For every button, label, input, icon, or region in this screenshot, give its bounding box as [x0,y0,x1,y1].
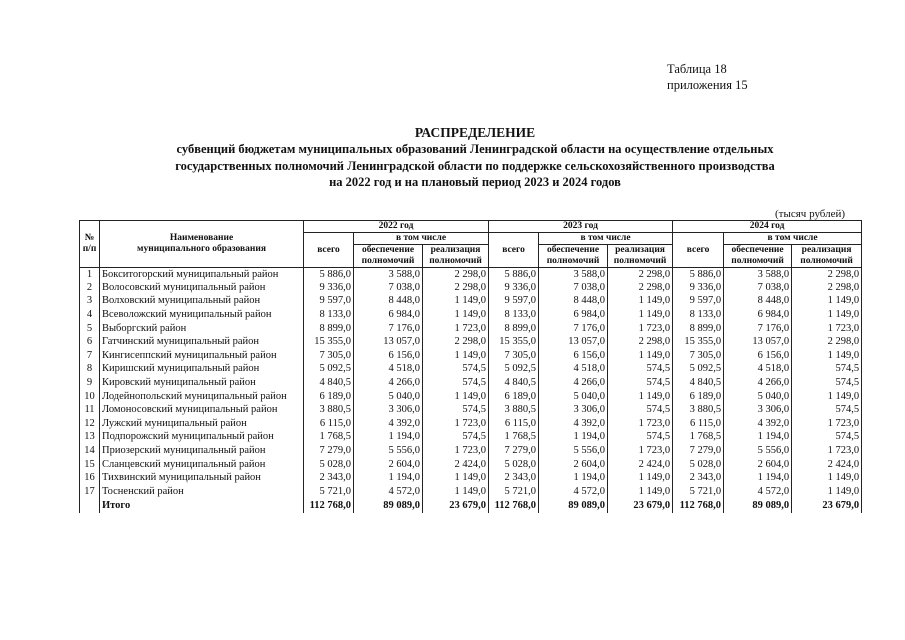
value-cell: 5 092,5 [673,363,724,377]
municipality-name: Волховский муниципальный район [100,295,304,309]
municipality-name: Тихвинский муниципальный район [100,471,304,485]
table-row [80,471,862,485]
municipality-name: Лужский муниципальный район [100,417,304,431]
total-value: 89 089,0 [724,499,792,513]
header-year-2022: 2022 год [304,221,489,233]
value-cell: 574,5 [608,363,673,377]
total-value: 112 768,0 [673,499,724,513]
municipality-name: Гатчинский муниципальный район [100,335,304,349]
value-cell: 2 343,0 [673,471,724,485]
value-cell: 1 723,0 [792,444,862,458]
header-impl-2024: реализация полномочий [792,245,862,268]
header-including-2023: в том числе [539,233,673,245]
subtitle-line-2: государственных полномочий Ленинградской области по поддержке сельскохозяйственного производства [175,158,775,173]
value-cell: 3 306,0 [354,403,423,417]
value-cell: 2 424,0 [792,458,862,472]
value-cell: 9 597,0 [489,295,539,309]
municipality-name: Всеволожский муниципальный район [100,308,304,322]
municipality-name: Кировский муниципальный район [100,376,304,390]
value-cell: 1 768,5 [304,431,354,445]
value-cell: 3 880,5 [489,403,539,417]
value-cell: 6 156,0 [539,349,608,363]
value-cell: 1 149,0 [792,295,862,309]
value-cell: 3 306,0 [539,403,608,417]
value-cell: 5 040,0 [539,390,608,404]
value-cell: 1 194,0 [354,471,423,485]
value-cell: 1 149,0 [792,349,862,363]
value-cell: 1 194,0 [724,431,792,445]
value-cell: 574,5 [608,431,673,445]
value-cell: 4 392,0 [539,417,608,431]
value-cell: 7 279,0 [489,444,539,458]
table-row [80,308,862,322]
header-total-2023: всего [489,233,539,268]
value-cell: 3 588,0 [724,268,792,282]
value-cell: 2 604,0 [539,458,608,472]
subtitle-line-1: субвенций бюджетам муниципальных образований Ленинградской области на осуществление отдельных [176,142,774,156]
value-cell: 574,5 [792,431,862,445]
subtitle-line-3: на 2022 год и на плановый период 2023 и 2024 годов [329,175,621,189]
value-cell: 5 040,0 [354,390,423,404]
value-cell: 2 298,0 [423,268,489,282]
value-cell: 6 115,0 [489,417,539,431]
value-cell: 574,5 [792,376,862,390]
value-cell: 1 149,0 [792,485,862,499]
value-cell: 8 899,0 [673,322,724,336]
header-total-2024: всего [673,233,724,268]
value-cell: 7 176,0 [539,322,608,336]
value-cell: 1 149,0 [792,390,862,404]
value-cell: 574,5 [608,403,673,417]
value-cell: 1 149,0 [608,295,673,309]
total-value: 112 768,0 [304,499,354,513]
municipality-name: Сланцевский муниципальный район [100,458,304,472]
municipality-name: Бокситогорский муниципальный район [100,268,304,282]
header-year-2023: 2023 год [489,221,673,233]
row-number: 12 [80,417,100,431]
value-cell: 2 298,0 [792,281,862,295]
header-support-2022: обеспечение полномочий [354,245,423,268]
row-number: 8 [80,363,100,377]
value-cell: 574,5 [423,431,489,445]
municipality-name: Подпорожский муниципальный район [100,431,304,445]
value-cell: 2 298,0 [792,335,862,349]
table-row [80,363,862,377]
value-cell: 6 156,0 [724,349,792,363]
value-cell: 4 266,0 [724,376,792,390]
value-cell: 8 133,0 [489,308,539,322]
value-cell: 7 305,0 [489,349,539,363]
value-cell: 574,5 [792,403,862,417]
table-row [80,444,862,458]
value-cell: 9 597,0 [304,295,354,309]
value-cell: 4 572,0 [354,485,423,499]
value-cell: 1 194,0 [539,431,608,445]
value-cell: 6 189,0 [673,390,724,404]
value-cell: 5 886,0 [489,268,539,282]
value-cell: 6 115,0 [673,417,724,431]
total-value: 89 089,0 [539,499,608,513]
municipality-name: Выборгский район [100,322,304,336]
value-cell: 6 984,0 [354,308,423,322]
value-cell: 4 266,0 [354,376,423,390]
total-value: 23 679,0 [608,499,673,513]
value-cell: 2 298,0 [608,281,673,295]
header-num: № п/п [80,221,100,268]
table-row [80,485,862,499]
value-cell: 1 723,0 [608,417,673,431]
value-cell: 574,5 [423,363,489,377]
value-cell: 2 298,0 [608,335,673,349]
value-cell: 7 038,0 [354,281,423,295]
value-cell: 1 194,0 [724,471,792,485]
document-title: РАСПРЕДЕЛЕНИЕ [414,125,536,140]
value-cell: 5 556,0 [354,444,423,458]
table-row [80,403,862,417]
value-cell: 4 518,0 [724,363,792,377]
value-cell: 4 572,0 [724,485,792,499]
value-cell: 4 840,5 [304,376,354,390]
value-cell: 1 149,0 [792,308,862,322]
header-support-2023: обеспечение полномочий [539,245,608,268]
value-cell: 7 279,0 [673,444,724,458]
value-cell: 1 149,0 [608,308,673,322]
table-row [80,390,862,404]
row-number: 5 [80,322,100,336]
value-cell: 1 149,0 [608,349,673,363]
value-cell: 6 115,0 [304,417,354,431]
header-total-2022: всего [304,233,354,268]
value-cell: 1 723,0 [423,417,489,431]
total-empty [80,499,100,513]
value-cell: 2 424,0 [423,458,489,472]
value-cell: 6 189,0 [489,390,539,404]
value-cell: 1 149,0 [423,390,489,404]
value-cell: 13 057,0 [724,335,792,349]
table-row [80,458,862,472]
table-row [80,335,862,349]
value-cell: 1 149,0 [423,471,489,485]
header-including-2024: в том числе [724,233,862,245]
row-number: 14 [80,444,100,458]
header-impl-2023: реализация полномочий [608,245,673,268]
municipality-name: Волосовский муниципальный район [100,281,304,295]
value-cell: 1 194,0 [539,471,608,485]
table-row [80,376,862,390]
value-cell: 2 298,0 [792,268,862,282]
municipality-name: Тосненский район [100,485,304,499]
row-number: 7 [80,349,100,363]
value-cell: 13 057,0 [354,335,423,349]
header-impl-2022: реализация полномочий [423,245,489,268]
table-row [80,281,862,295]
value-cell: 1 149,0 [423,349,489,363]
value-cell: 5 092,5 [304,363,354,377]
value-cell: 4 840,5 [489,376,539,390]
value-cell: 574,5 [423,403,489,417]
value-cell: 5 028,0 [489,458,539,472]
total-value: 89 089,0 [354,499,423,513]
value-cell: 3 880,5 [304,403,354,417]
value-cell: 5 886,0 [673,268,724,282]
value-cell: 5 556,0 [724,444,792,458]
municipality-name: Киришский муниципальный район [100,363,304,377]
row-number: 1 [80,268,100,282]
value-cell: 7 176,0 [354,322,423,336]
value-cell: 1 723,0 [792,417,862,431]
table-row [80,268,862,282]
value-cell: 15 355,0 [673,335,724,349]
value-cell: 8 133,0 [304,308,354,322]
value-cell: 1 723,0 [423,322,489,336]
value-cell: 8 133,0 [673,308,724,322]
row-number: 10 [80,390,100,404]
value-cell: 7 305,0 [304,349,354,363]
total-value: 23 679,0 [423,499,489,513]
value-cell: 574,5 [792,363,862,377]
value-cell: 574,5 [423,376,489,390]
value-cell: 1 149,0 [423,485,489,499]
value-cell: 4 392,0 [354,417,423,431]
appendix-number: приложения 15 [667,78,748,92]
value-cell: 5 028,0 [304,458,354,472]
value-cell: 574,5 [608,376,673,390]
header-year-2024: 2024 год [673,221,862,233]
value-cell: 1 768,5 [489,431,539,445]
value-cell: 5 721,0 [304,485,354,499]
municipality-name: Лодейнопольский муниципальный район [100,390,304,404]
row-number: 15 [80,458,100,472]
value-cell: 4 518,0 [354,363,423,377]
value-cell: 2 298,0 [423,281,489,295]
value-cell: 5 886,0 [304,268,354,282]
value-cell: 7 038,0 [724,281,792,295]
value-cell: 7 305,0 [673,349,724,363]
row-number: 3 [80,295,100,309]
value-cell: 7 176,0 [724,322,792,336]
row-number: 9 [80,376,100,390]
value-cell: 13 057,0 [539,335,608,349]
value-cell: 2 298,0 [423,335,489,349]
value-cell: 2 604,0 [724,458,792,472]
value-cell: 3 306,0 [724,403,792,417]
value-cell: 9 336,0 [673,281,724,295]
value-cell: 8 448,0 [354,295,423,309]
value-cell: 2 343,0 [304,471,354,485]
row-number: 16 [80,471,100,485]
row-number: 2 [80,281,100,295]
value-cell: 1 723,0 [423,444,489,458]
value-cell: 8 448,0 [539,295,608,309]
distribution-table [79,220,862,513]
table-row [80,295,862,309]
title-block [120,124,830,191]
value-cell: 3 588,0 [539,268,608,282]
value-cell: 1 194,0 [354,431,423,445]
value-cell: 1 768,5 [673,431,724,445]
value-cell: 1 149,0 [423,308,489,322]
value-cell: 5 092,5 [489,363,539,377]
value-cell: 1 149,0 [608,390,673,404]
municipality-name: Ломоносовский муниципальный район [100,403,304,417]
table-number: Таблица 18 [667,62,727,76]
value-cell: 2 424,0 [608,458,673,472]
value-cell: 7 038,0 [539,281,608,295]
row-number: 4 [80,308,100,322]
table-row [80,417,862,431]
value-cell: 1 723,0 [608,322,673,336]
value-cell: 2 298,0 [608,268,673,282]
value-cell: 6 189,0 [304,390,354,404]
table-label [667,61,748,93]
value-cell: 8 899,0 [489,322,539,336]
value-cell: 6 984,0 [539,308,608,322]
value-cell: 6 984,0 [724,308,792,322]
header-including-2022: в том числе [354,233,489,245]
value-cell: 9 597,0 [673,295,724,309]
value-cell: 4 392,0 [724,417,792,431]
row-number: 13 [80,431,100,445]
value-cell: 15 355,0 [489,335,539,349]
header-support-2024: обеспечение полномочий [724,245,792,268]
value-cell: 5 721,0 [673,485,724,499]
municipality-name: Кингисеппский муниципальный район [100,349,304,363]
total-label: Итого [100,499,304,513]
row-number: 17 [80,485,100,499]
header-name: Наименование муниципального образования [100,221,304,268]
row-number: 6 [80,335,100,349]
value-cell: 9 336,0 [489,281,539,295]
value-cell: 5 721,0 [489,485,539,499]
value-cell: 8 899,0 [304,322,354,336]
value-cell: 4 518,0 [539,363,608,377]
municipality-name: Приозерский муниципальный район [100,444,304,458]
value-cell: 3 588,0 [354,268,423,282]
total-row [80,499,862,513]
table-row [80,349,862,363]
row-number: 11 [80,403,100,417]
value-cell: 4 840,5 [673,376,724,390]
value-cell: 2 604,0 [354,458,423,472]
table-row [80,322,862,336]
value-cell: 8 448,0 [724,295,792,309]
value-cell: 5 556,0 [539,444,608,458]
value-cell: 6 156,0 [354,349,423,363]
value-cell: 5 028,0 [673,458,724,472]
value-cell: 1 149,0 [608,471,673,485]
value-cell: 15 355,0 [304,335,354,349]
value-cell: 1 149,0 [423,295,489,309]
value-cell: 3 880,5 [673,403,724,417]
value-cell: 4 266,0 [539,376,608,390]
value-cell: 1 723,0 [792,322,862,336]
value-cell: 1 149,0 [792,471,862,485]
total-value: 23 679,0 [792,499,862,513]
value-cell: 1 723,0 [608,444,673,458]
value-cell: 7 279,0 [304,444,354,458]
value-cell: 2 343,0 [489,471,539,485]
value-cell: 5 040,0 [724,390,792,404]
value-cell: 9 336,0 [304,281,354,295]
total-value: 112 768,0 [489,499,539,513]
value-cell: 4 572,0 [539,485,608,499]
units-note: (тысяч рублей) [775,208,846,220]
table-row [80,431,862,445]
value-cell: 1 149,0 [608,485,673,499]
